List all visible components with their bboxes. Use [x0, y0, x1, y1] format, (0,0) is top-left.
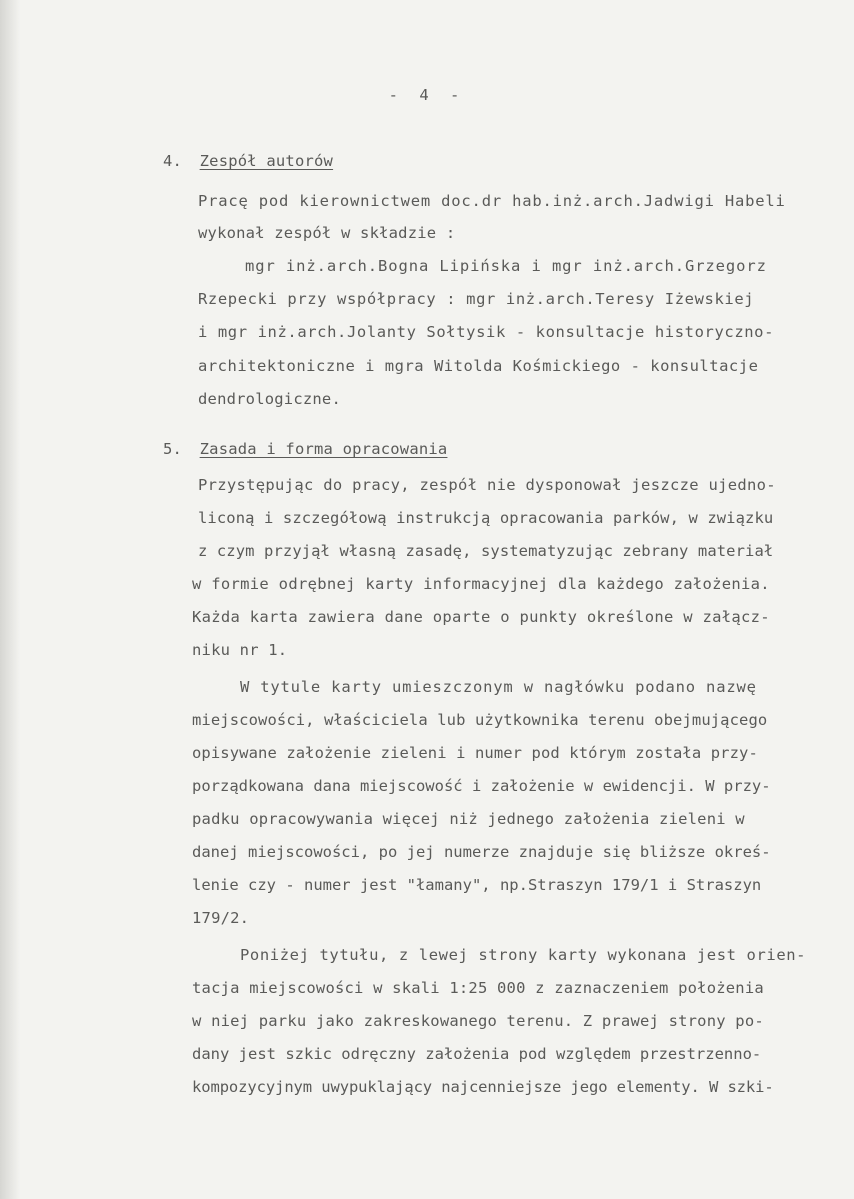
- section-5-line: liconą i szczegółową instrukcją opracowania parków, w związku: [198, 509, 774, 527]
- section-4-line: architektoniczne i mgra Witolda Kośmickiego - konsultacje: [198, 357, 759, 375]
- section-5-line: Każda karta zawiera dane oparte o punkty określone w załącz-: [192, 608, 770, 626]
- page-number: - 4 -: [388, 86, 466, 104]
- section-4-heading: Zespół autorów: [199, 152, 334, 170]
- section-5-line: kompozycyjnym uwypuklający najcenniejsze jego elementy. W szki-: [192, 1078, 774, 1096]
- section-5-line: z czym przyjął własną zasadę, systematyzując zebrany materiał: [198, 542, 774, 560]
- section-5-line: 179/2.: [192, 909, 250, 927]
- section-5-line: dany jest szkic odręczny założenia pod względem przestrzenno-: [192, 1045, 762, 1063]
- section-5-line: w formie odrębnej karty informacyjnej dla każdego założenia.: [192, 575, 770, 593]
- section-5-line: Przystępując do pracy, zespół nie dysponował jeszcze ujedno-: [198, 476, 776, 494]
- section-5-line: W tytule karty umieszczonym w nagłówku podano nazwę: [240, 678, 757, 696]
- section-5-heading: Zasada i forma opracowania: [199, 440, 448, 458]
- section-5-line: niku nr 1.: [192, 641, 288, 659]
- section-5-title: [163, 440, 447, 458]
- section-5-line: lenie czy - numer jest "łamany", np.Straszyn 179/1 i Straszyn: [192, 876, 762, 894]
- scan-edge-shadow: [0, 0, 20, 1199]
- section-4-number: 4.: [163, 152, 183, 170]
- section-4-line: i mgr inż.arch.Jolanty Sołtysik - konsultacje historyczno-: [198, 323, 775, 341]
- section-4-line: wykonał zespół w składzie :: [198, 224, 456, 242]
- section-5-line: opisywane założenie zieleni i numer pod którym została przy-: [192, 744, 758, 762]
- section-5-line: miejscowości, właściciela lub użytkownika terenu obejmującego: [192, 711, 768, 729]
- section-4-line: mgr inż.arch.Bogna Lipińska i mgr inż.arch.Grzegorz: [245, 257, 767, 275]
- section-4-line: Rzepecki przy współpracy : mgr inż.arch.Teresy Iżewskiej: [198, 290, 755, 308]
- section-5-line: tacja miejscowości w skali 1:25 000 z zaznaczeniem położenia: [192, 979, 764, 997]
- section-4-line: dendrologiczne.: [198, 390, 341, 408]
- section-5-line: danej miejscowości, po jej numerze znajduje się bliższe okreś-: [192, 843, 771, 861]
- section-5-line: porządkowana dana miejscowość i założenie w ewidencji. W przy-: [192, 777, 771, 795]
- section-5-line: Poniżej tytułu, z lewej strony karty wykonana jest orien-: [240, 946, 807, 964]
- section-5-number: 5.: [163, 440, 183, 458]
- section-5-line: w niej parku jako zakreskowanego terenu. Z prawej strony po-: [192, 1012, 764, 1030]
- section-5-line: padku opracowywania więcej niż jednego założenia zieleni w: [192, 810, 745, 828]
- section-4-title: [163, 152, 333, 170]
- section-4-line: Pracę pod kierownictwem doc.dr hab.inż.arch.Jadwigi Habeli: [198, 192, 786, 210]
